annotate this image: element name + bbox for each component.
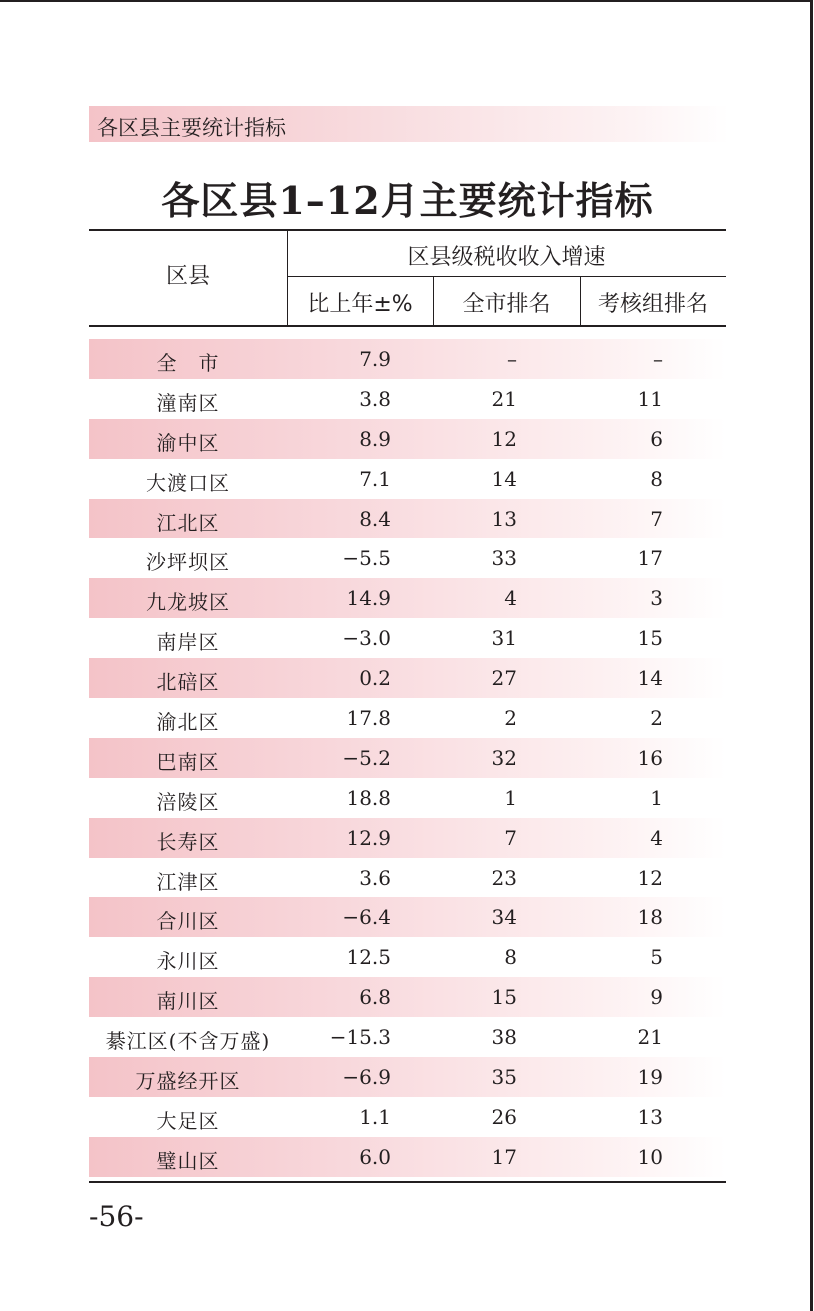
table-row <box>89 658 726 698</box>
table-row <box>89 339 726 379</box>
yoy-value: 12.5 <box>346 945 391 970</box>
group-rank-value: – <box>653 347 663 371</box>
city-rank-value: 38 <box>491 1025 517 1050</box>
table-body <box>89 339 726 1177</box>
table-row <box>89 937 726 977</box>
group-rank-value: 9 <box>650 985 663 1010</box>
district-name: 涪陵区 <box>156 789 220 814</box>
yoy-value: 1.1 <box>359 1104 391 1129</box>
table-row <box>89 578 726 618</box>
header-sub-rule <box>287 276 726 277</box>
table-bottom-rule <box>89 1181 726 1183</box>
column-header-group-rank: 考核组排名 <box>597 292 708 317</box>
group-rank-value: 19 <box>637 1065 663 1090</box>
district-name: 南川区 <box>156 989 220 1014</box>
header-bottom-rule <box>89 325 726 327</box>
district-name: 万盛经开区 <box>135 1069 241 1094</box>
page-title: 各区县1–12月主要统计指标 <box>161 178 654 223</box>
city-rank-value: 35 <box>491 1065 517 1090</box>
table-row <box>89 977 726 1017</box>
column-header-yoy: 比上年±% <box>307 292 413 317</box>
table-row <box>89 1057 726 1097</box>
city-rank-value: 21 <box>491 386 517 411</box>
yoy-value: 17.8 <box>346 706 391 731</box>
district-name: 江北区 <box>156 510 220 535</box>
group-rank-value: 17 <box>637 546 663 571</box>
group-rank-value: 6 <box>650 426 663 451</box>
yoy-value: −3.0 <box>342 626 391 651</box>
yoy-value: −5.2 <box>342 745 391 770</box>
district-name: 沙坪坝区 <box>146 550 230 575</box>
city-rank-value: 1 <box>504 785 517 810</box>
table-row <box>89 858 726 898</box>
city-rank-value: – <box>507 347 517 371</box>
city-rank-value: 32 <box>491 745 517 770</box>
city-rank-value: 12 <box>491 426 517 451</box>
page-number: -56- <box>89 1200 144 1233</box>
section-banner <box>89 106 729 142</box>
district-name: 潼南区 <box>156 390 220 415</box>
column-group-header-tax-growth: 区县级税收收入增速 <box>407 245 606 270</box>
yoy-value: −6.4 <box>342 905 391 930</box>
district-name: 巴南区 <box>156 749 220 774</box>
district-name: 綦江区(不含万盛) <box>105 1029 271 1054</box>
group-rank-value: 5 <box>650 945 663 970</box>
yoy-value: 7.1 <box>359 466 391 491</box>
table-row <box>89 1017 726 1057</box>
city-rank-value: 7 <box>504 825 517 850</box>
group-rank-value: 2 <box>650 706 663 731</box>
yoy-value: 3.6 <box>359 865 391 890</box>
group-rank-value: 18 <box>637 905 663 930</box>
city-rank-value: 27 <box>491 666 517 691</box>
yoy-value: 6.0 <box>359 1144 391 1169</box>
district-name: 长寿区 <box>156 829 220 854</box>
district-name: 全 市 <box>156 351 220 375</box>
table-row <box>89 379 726 419</box>
table-row <box>89 698 726 738</box>
district-name: 大渡口区 <box>146 470 230 495</box>
group-rank-value: 8 <box>650 466 663 491</box>
group-rank-value: 4 <box>650 825 663 850</box>
group-rank-value: 11 <box>637 386 663 411</box>
district-name: 永川区 <box>156 949 220 974</box>
table-row <box>89 738 726 778</box>
yoy-value: −15.3 <box>329 1025 391 1050</box>
group-rank-value: 3 <box>650 586 663 611</box>
city-rank-value: 33 <box>491 546 517 571</box>
district-name: 大足区 <box>156 1108 220 1133</box>
table-row <box>89 1097 726 1137</box>
table-row <box>89 618 726 658</box>
yoy-value: 3.8 <box>359 386 391 411</box>
group-rank-value: 10 <box>637 1144 663 1169</box>
city-rank-value: 31 <box>491 626 517 651</box>
yoy-value: 14.9 <box>346 586 391 611</box>
yoy-value: 8.4 <box>359 506 391 531</box>
group-rank-value: 13 <box>637 1104 663 1129</box>
city-rank-value: 13 <box>491 506 517 531</box>
yoy-value: 7.9 <box>359 347 391 371</box>
table-row <box>89 459 726 499</box>
yoy-value: 12.9 <box>346 825 391 850</box>
city-rank-value: 23 <box>491 865 517 890</box>
section-label: 各区县主要统计指标 <box>97 116 286 140</box>
column-header-district: 区县 <box>165 264 210 289</box>
group-rank-value: 15 <box>637 626 663 651</box>
table-top-rule <box>89 229 726 231</box>
city-rank-value: 34 <box>491 905 517 930</box>
yoy-value: 18.8 <box>346 785 391 810</box>
table-row <box>89 419 726 459</box>
district-name: 江津区 <box>156 869 220 894</box>
district-name: 璧山区 <box>156 1148 220 1173</box>
city-rank-value: 14 <box>491 466 517 491</box>
table-row <box>89 538 726 578</box>
district-name: 渝北区 <box>156 710 220 735</box>
city-rank-value: 26 <box>491 1104 517 1129</box>
table-row <box>89 818 726 858</box>
group-rank-value: 14 <box>637 666 663 691</box>
district-name: 合川区 <box>156 909 220 934</box>
yoy-value: −6.9 <box>342 1065 391 1090</box>
table-row <box>89 1137 726 1177</box>
yoy-value: −5.5 <box>342 546 391 571</box>
district-name: 渝中区 <box>156 430 220 455</box>
column-header-city-rank: 全市排名 <box>462 292 551 317</box>
group-rank-value: 1 <box>650 785 663 810</box>
table-row <box>89 778 726 818</box>
city-rank-value: 2 <box>504 706 517 731</box>
city-rank-value: 4 <box>504 586 517 611</box>
yoy-value: 8.9 <box>359 426 391 451</box>
group-rank-value: 12 <box>637 865 663 890</box>
city-rank-value: 15 <box>491 985 517 1010</box>
district-name: 南岸区 <box>156 630 220 655</box>
city-rank-value: 8 <box>504 945 517 970</box>
district-name: 九龙坡区 <box>146 590 230 615</box>
district-name: 北碚区 <box>156 670 220 695</box>
yoy-value: 6.8 <box>359 985 391 1010</box>
table-row <box>89 499 726 539</box>
group-rank-value: 7 <box>650 506 663 531</box>
group-rank-value: 16 <box>637 745 663 770</box>
yoy-value: 0.2 <box>359 666 391 691</box>
table-row <box>89 897 726 937</box>
group-rank-value: 21 <box>637 1025 663 1050</box>
city-rank-value: 17 <box>491 1144 517 1169</box>
